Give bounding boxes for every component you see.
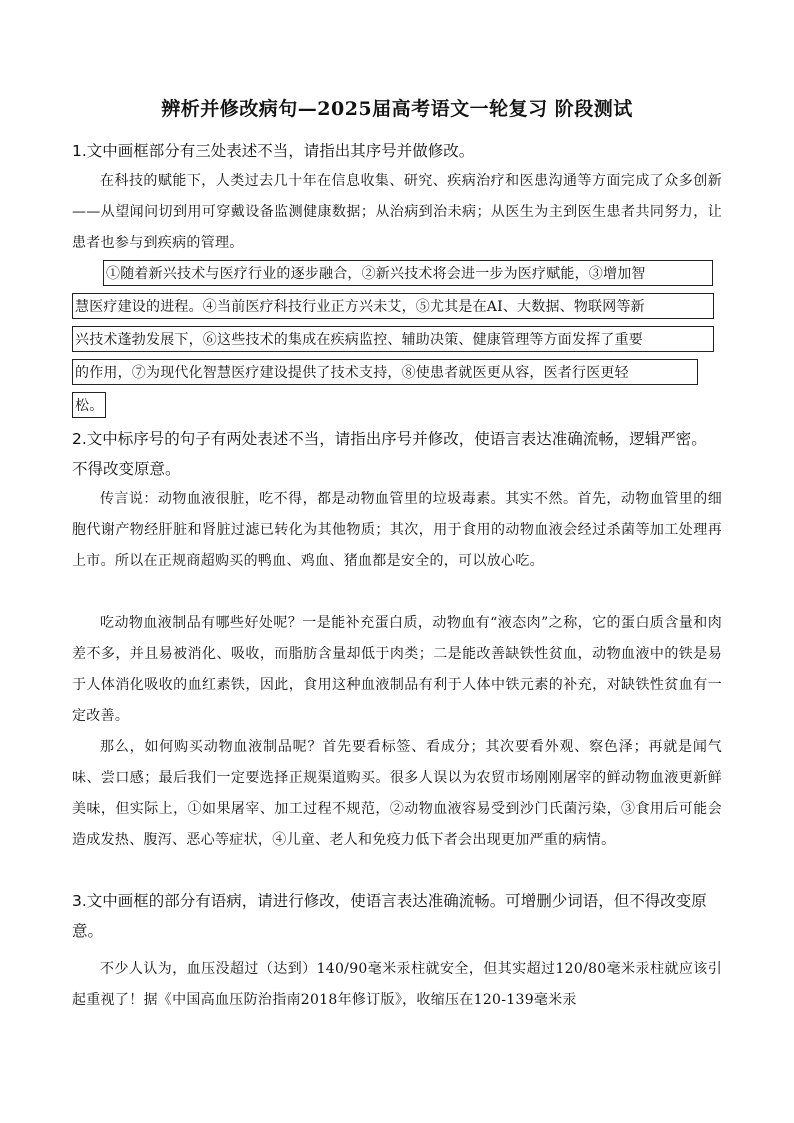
question-3-prompt: 3.文中画框的部分有语病，请进行修改，使语言表达准确流畅。可增删少词语，但不得改变原意。	[72, 892, 707, 940]
question-1-prompt: 1.文中画框部分有三处表述不当，请指出其序号并做修改。	[72, 142, 475, 160]
framed-text-line-3: 兴技术蓬勃发展下，⑥这些技术的集成在疾病监控、辅助决策、健康管理等方面发挥了重要	[72, 326, 714, 352]
question-2-paragraph-3: 那么，如何购买动物血液制品呢？首先要看标签、看成分；其次要看外观、察色泽；再就是闻气味、尝口感；最后我们一定要选择正规渠道购买。很多人误以为农贸市场刚刚屠宰的鲜动物血液更新鲜美味，但实际上，①如果屠宰、加工过程不规范，②动物血液容易受到沙门氏菌污染，③食用后可能会造成发热、腹泻、恶心等症状，④儿童、老人和免疫力低下者会出现更加严重的病情。	[72, 739, 722, 848]
framed-text-line-5: 松。	[72, 392, 106, 418]
framed-text-line-1: ①随着新兴技术与医疗行业的逐步融合，②新兴技术将会进一步为医疗赋能，③增加智	[103, 260, 713, 286]
question-2-paragraph-2: 吃动物血液制品有哪些好处呢？一是能补充蛋白质，动物血有“液态肉”之称，它的蛋白质含量和肉差不多，并且易被消化、吸收，而脂肪含量却低于肉类；二是能改善缺铁性贫血，动物血液中的铁是易于人体消化吸收的血红素铁，因此，食用这种血液制品有利于人体中铁元素的补充，对缺铁性贫血有一定改善。	[72, 615, 722, 724]
question-3-paragraph-1: 不少人认为，血压没超过（达到）140/90毫米汞柱就安全，但其实超过120/80毫米汞柱就应该引起重视了！据《中国高血压防治指南2018年修订版》，收缩压在120-139毫米汞	[72, 961, 722, 1008]
question-2-paragraph-1: 传言说：动物血液很脏，吃不得，都是动物血管里的垃圾毒素。其实不然。首先，动物血管里的细胞代谢产物经肝脏和肾脏过滤已转化为其他物质；其次，用于食用的动物血液会经过杀菌等加工处理再上市。所以在正规商超购买的鸭血、鸡血、猪血都是安全的，可以放心吃。	[72, 491, 722, 569]
question-1-intro-paragraph: 在科技的赋能下，人类过去几十年在信息收集、研究、疾病治疗和医患沟通等方面完成了众多创新——从望闻问切到用可穿戴设备监测健康数据；从治病到治未病；从医生为主到医生患者共同努力，让患者也参与到疾病的管理。	[72, 173, 722, 251]
framed-text-line-4: 的作用，⑦为现代化智慧医疗建设提供了技术支持，⑧使患者就医更从容，医者行医更轻	[72, 359, 698, 385]
framed-text-line-2: 慧医疗建设的进程。④当前医疗科技行业正方兴未艾，⑤尤其是在AI、大数据、物联网等新	[72, 293, 714, 319]
question-2-prompt: 2.文中标序号的句子有两处表述不当，请指出序号并修改，使语言表达准确流畅，逻辑严密。不得改变原意。	[72, 430, 707, 478]
document-title: 辨析并修改病句—2025届高考语文一轮复习 阶段测试	[161, 98, 633, 120]
